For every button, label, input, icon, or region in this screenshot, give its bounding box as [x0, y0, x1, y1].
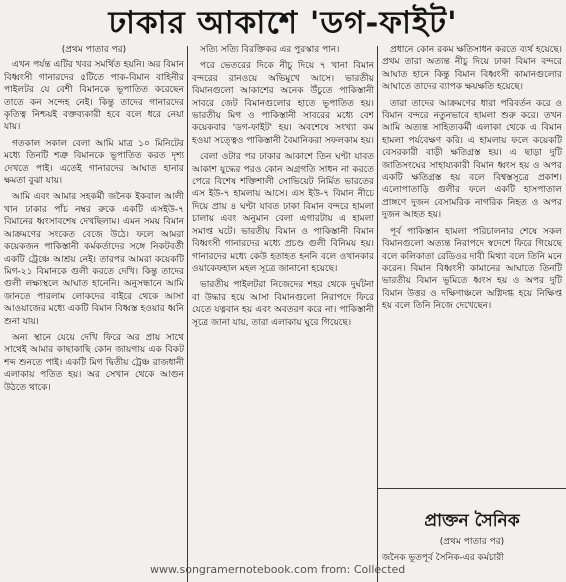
paragraph: গতকাল সকাল বেলা আমি মাত্র ১০ মিনিটের মধ্যে তিনটি শত্রু বিমানকে ভূপাতিত করত দৃশ্য দেখতে পাই। এতেই গানারদের আঘাত হানার ক্ষমতা বুঝা যায়। [4, 138, 184, 187]
continuation-note: (প্রথম পাতার পর) [61, 45, 127, 55]
watermark: www.songramernotebook.com from: Collected [150, 563, 406, 576]
paragraph: বেলা ওটার পর ঢাকার আকাশে তিন ঘণ্টা যাবত আকাশ যুদ্ধের পরও কোন অগ্রগতি সাধন না করতে পেরে বিশেষ শক্তিশালী সোভিয়েট নির্মিত ভারতের এস ইউ-৭ হামলায় আসে। এস ইউ-৭ বিমান নীচে দিয়ে প্রায় ৪ ঘণ্টা যাবত ঢাকা বিমান বন্দরে হামলা চালায় এবং অনুমান বেলা এগারটায় এ হামলা সমাপ্ত ঘটে। ভারতীয় বিমান ও পাকিস্তানী বিমান বিধ্বংসী গানারদের মধ্যে প্রচণ্ড গুলী বিনিময় হয়। গানারদের মধ্যে কেউ হতাহত হননি বলে ওখানকার ওয়াকেফহাল মহল সূত্রে জানানো হয়েছে। [192, 152, 374, 274]
paragraph: এখন পর্যন্ত এটির খবর সমর্থিত হয়নি। অর বিমান বিধ্বংসী গানারদের ৫টিতে পাক-বিমান বাহিনীর পাইলটর যে বেশী বিমানকে ভূপাতিত করেছেন তাতে কন সন্দেহ নেই। কিন্তু তাদের গানারদের কৃতিত্ব নিশ্চয়ই বক্তব্যকারী হবে বলে ধরে নেয়া যায়। [4, 60, 184, 133]
paragraph: পূর্ব পাকিস্তান হামলা পরিচালনার শেষে সকল বিমানগুলো অত্যন্ত নিরাপদে স্বদেশে ফিরে গিয়েছে বলে কলিকাতা রেডিওর দাবী মিথ্যা বলে তিনি মনে করেন। বিমান বিধ্বংসী কামানের আঘাতে তিনটি ভারতীয় বিমান ভূমিতে ধ্বংস হয় ও অপর দুটি বিমান উত্তর ও দক্ষিণাঞ্চলে অগ্নিদগ্ধ হয়ে নিক্ষিপ্ত হয় বলে তিনি নিজে দেখেছেন। [382, 226, 562, 312]
sidebar-headline: প্রাক্তন সৈনিক [424, 511, 520, 531]
paragraph: তারা তাদের আক্রমণের ধারা পরিবর্তন করে ও বিমান বন্দরে নতুনভাবে হামলা শুরু করে। তখন আমি অত্যন্ত সাহিত্যকর্মী এলাকা থেকে এ বিমান হামলা পর্যবেক্ষণ করি। এ হামলায় ফলে কয়েকটি বেসরকারী বাড়ী ক্ষতিগ্রস্ত হয়। এ ছাড়া দুটি জাতিসংঘের সাহায্যকারী বিমান ধ্বংস হয় ও অপর একটি ক্ষতিগ্রস্ত হয় বলে বিশ্বস্তসূত্রে প্রকাশ। এলোপাতাড়ি গুলীর ফলে একটি হাসপাতাল প্রাঙ্গণে দুজন বেসামরিক নাগরিক নিহত ও অপর দুজন আহত হয়। [382, 98, 562, 221]
column-3 [382, 44, 562, 484]
column-1 [4, 44, 184, 582]
sidebar-continuation-note: (প্রথম পাতার পর) [439, 537, 505, 547]
column-rule [377, 46, 378, 582]
paragraph: পরে ভেতরের দিকে নীচু দিয়ে ৭ খানা বিমান বন্দরের রানওয়ে অভিমুখে আসে। ভারতীয় বিমানগুলো আকাশের অনেক উঁচুতে পাকিস্তানী সাবরে জেট বিমানগুলোর হাতে ভূপাতিত হয়। ভারতীয় মিগ ও পাকিস্তানী সাবরের মধ্যে বেশ কয়েকবার 'ডগ-ফাইট' হয়। অবশেষে সংখ্যা কম হওয়া সত্ত্বেও পাকিস্তানী বৈমানিকরা সফলকাম হয়। [192, 61, 374, 146]
headline: ঢাকার আকাশে 'ডগ-ফাইট' [108, 5, 458, 41]
paragraph: অন্য স্থানে যেয়ে দেখি ফিরে অর প্রায় সাথে সাথেই আমার কাছাকাছি কোন জায়গায় এক বিকট শব্দ শুনতে পাই। একটি মিগ দ্বিতীয় ট্রেঞ্চ রাজধানী এলাকায় পতিত হয়। অর সেখান থেকে আগুন উঠতে থাকে। [4, 332, 184, 393]
sidebar-text: জনৈক ভূতপূর্ব সৈনিক-এর কর্মচারী [382, 553, 504, 563]
column-2 [192, 44, 374, 582]
sidebar-rule [378, 488, 566, 489]
paragraph: ভারতীয় পাইলটরা নিজেদের শহর থেকে দুর্ঘটনা বা উদ্ধার হয়ে আসা বিমানগুলো নিরাপদে ফিরে যেতে যত্নবান হয় এবং অবতরণ করে না। পাকিস্তানী সূত্রে জানা যায়, তারা এলাকায় ঘুরে গিয়েছে। [192, 280, 374, 328]
paragraph: সত্যি সত্যি বিরক্তিকর এর পুরস্কার পান। [200, 45, 340, 55]
paragraph: প্রধানে কোন রকম ক্ষতিসাধন করতে ব্যর্থ হয়েছে। প্রথম তারা অত্যন্ত নীচু দিয়ে ঢাকা বিমান বন্দরে আঘাত হানে কিন্তু বিমান বিধ্বংসী কামানগুলোর আঘাতে তাদের ব্যাপক ক্ষয়ক্ষতি হয়েছে। [382, 45, 562, 93]
column-rule [187, 46, 188, 582]
paragraph: আমি এবং আমার সহকর্মী জনৈক ইকবাল আলী খান ঢাকার পাঁচ নম্বর রুকে একটি এসইউ-৭ বিমানের ধ্বংসাবশেষ দেখছিলাম। এমন সময় বিমান আক্রমণের সংকেত বেজে উঠে। ফলে আমরা কয়েকজন পাকিস্তানী কর্মকর্তাদের সঙ্গে নিকটবর্তী একটি ট্রেঞ্চে আশ্রয় নেই। তারপর আমরা কয়েকটি মিগ-২১ বিমানকে গুলী করতে দেখি। কিন্তু তাদের গুলী লক্ষ্যস্থলে আঘাত হানেনি। অনুসন্ধানে আমি জানতে পারলাম লোকদের বাইরে থেকে আসা আওয়াজের মধ্যে একটি বিমান বিধ্বস্ত হওয়ার ধ্বনি শুনা যায়। [4, 192, 184, 327]
